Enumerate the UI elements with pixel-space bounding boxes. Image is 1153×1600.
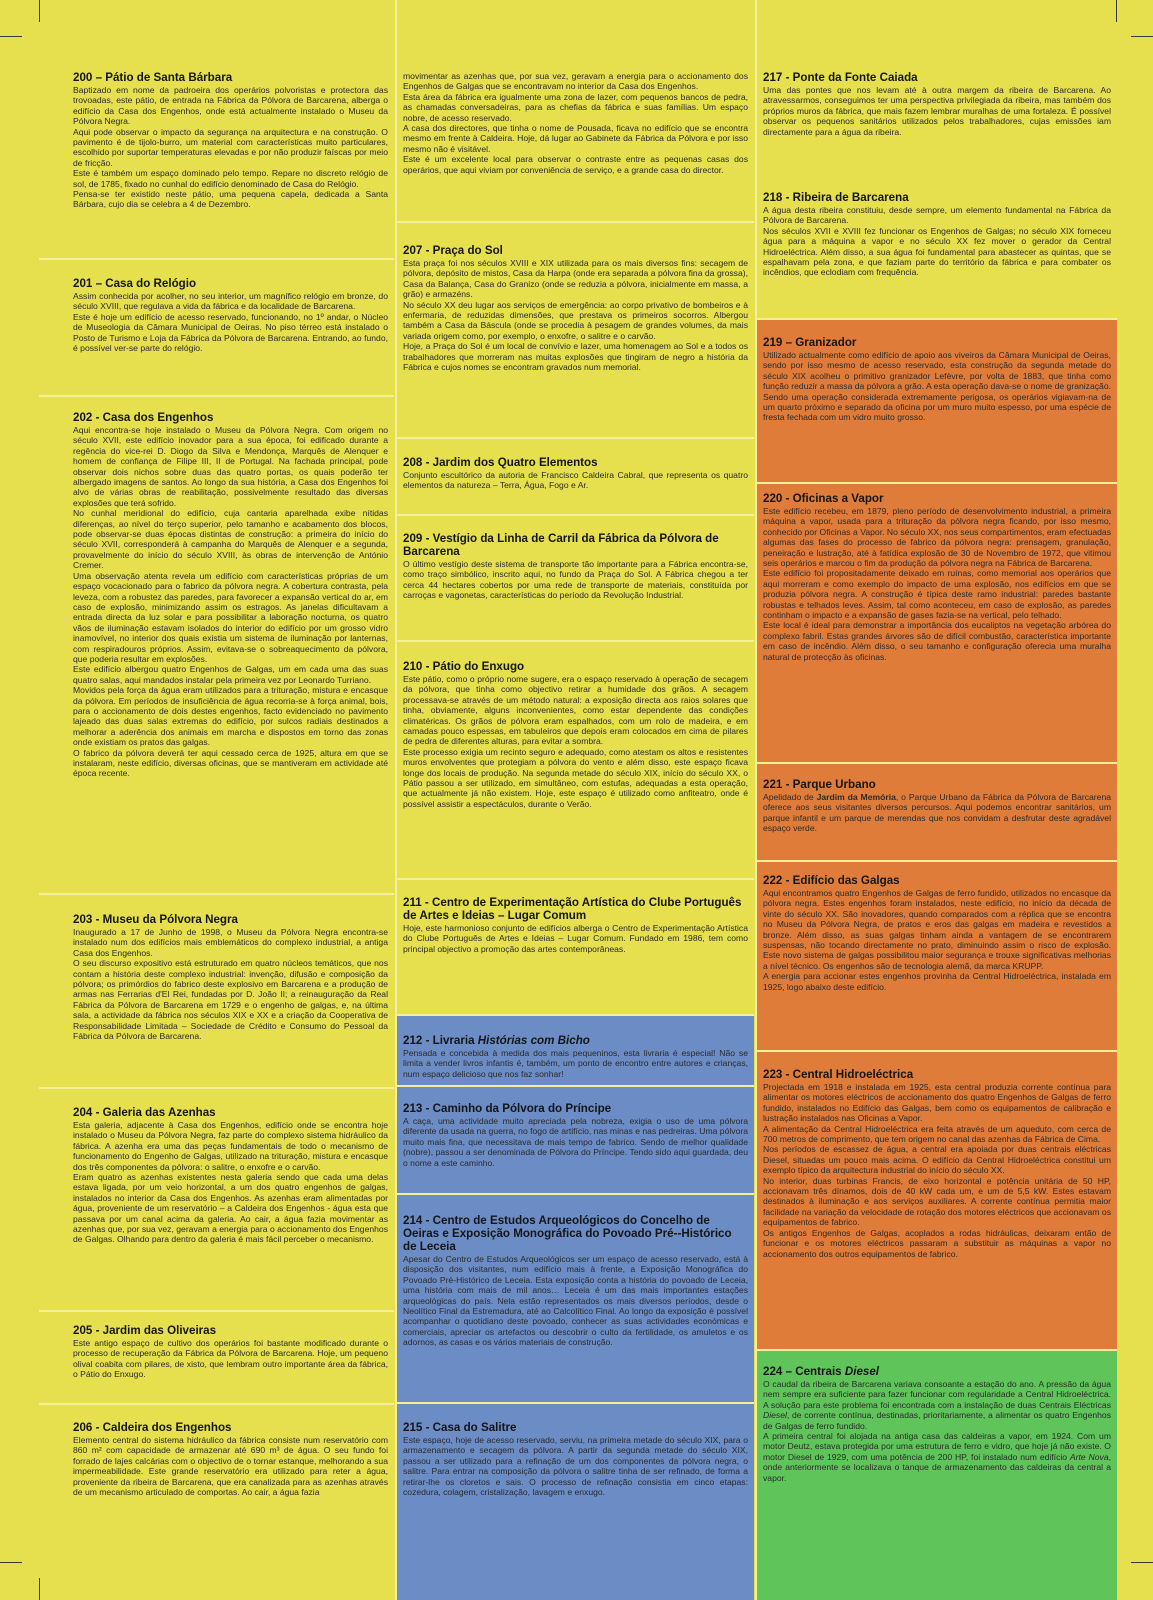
paragraph: O fabrico da pólvora deverá ter aqui cessado cerca de 1925, altura em que se instalaram, neste edifício, diversas oficinas, que se mantiveram em actividade até época recente.: [73, 747, 388, 779]
section-title: 213 - Caminho da Pólvora do Príncipe: [403, 1102, 612, 1115]
paragraph: [763, 1379, 1111, 1431]
paragraph: No interior, duas turbinas Francis, de eixo horizontal e potência unitária de 50 HP, accionavam três dínamos, dois de 40 kW cada um, e um de 5,5 kW. Estes estavam destinados à iluminação e aos serviços auxiliares. A corrente contínua permitia maior facilidade na variação da velocidade de rotação dos motores eléctricos que accionavam os equipamentos de fabrico.: [763, 1175, 1111, 1228]
paragraph: A casa dos directores, que tinha o nome de Pousada, ficava no edifício que se encontra mesmo em frente à Caldeira. Hoje, dá lugar ao Gabinete da Fábrica da Pólvora e por isso mesmo não é visitável.: [403, 123, 748, 154]
text-run: Apelidado de: [763, 792, 817, 802]
section-title: 210 - Pátio do Enxugo: [403, 660, 525, 673]
column-right: [757, 0, 1117, 1600]
paragraph: Movidos pela força da água eram utilizados para a trituração, mistura e encasque da pólvora. Em períodos de insuficiência de água recorria-se à força animal, bois, para o accionamento de dois destes engenhos, facto evidenciado no pavimento lajeado das duas salas extremas do edifício, por sulcos radiais destinados a melhorar a aderência dos animais em marcha e dispostos em torno das zonas onde existiam os pratos das galgas.: [73, 685, 388, 748]
section-divider: [397, 1014, 754, 1016]
bold-text: Jardim da Memória: [816, 792, 896, 802]
section-title: 209 - Vestígio da Linha de Carril da Fábrica da Pólvora de Barcarena: [403, 532, 719, 558]
section-title: 207 - Praça do Sol: [403, 244, 503, 257]
paragraph: Este pátio, como o próprio nome sugere, era o espaço reservado à operação de secagem da pólvora, que tinha como objectivo retirar a humidade dos grãos. A secagem processava-se através de um método natural: a exposição directa aos raios solares que tinha, obviamente, alguns inconvenientes, como estar dependente das condições climatéricas. Os grãos de pólvora eram espalhados, com um rolo de madeira, e em camadas pouco espessas, em tabuleiros que depois eram colocados em cima de pilares de pedra de diferentes alturas, para evitar a sombra.: [403, 674, 748, 747]
section-title: 222 - Edifício das Galgas: [763, 874, 900, 887]
paragraph: Este processo exigia um recinto seguro e adequado, como atestam os altos e resistentes muros envolventes que protegiam a pólvora do vento e além disso, este espaço ficava longe dos locais de produção. Na segunda metade do século XIX, início do século XX, o Pátio passou a ser utilizado, em simultâneo, com estufas, adequadas a esta operação, que actualmente já não existem. Hoje, este espaço é utilizado como anfiteatro, onde é possível assistir a espectáculos, durante o Verão.: [403, 746, 748, 809]
section-divider: [397, 1193, 754, 1195]
section-divider: [757, 1349, 1117, 1351]
section-221: [763, 778, 1111, 834]
section-title: 219 – Granizador: [763, 336, 857, 349]
paragraph: Esta praça foi nos séculos XVIII e XIX utilizada para os mais diversos fins: secagem de pólvora, depósito de mistos, Casa da Harpa (onde era separada a pólvora fina da grossa), Casa da Balança, Casa do Granizo (onde se reduzia a pólvora, inicialmente em massa, a grão) e armazéns.: [403, 258, 748, 300]
section-222: [763, 874, 1111, 992]
italic-text: Diesel: [763, 1410, 787, 1421]
section-divider: [39, 893, 394, 895]
section-title: 218 - Ribeira de Barcarena: [763, 191, 909, 204]
section-223: [763, 1068, 1111, 1259]
italic-text: Arte Nova: [1069, 1451, 1109, 1462]
paragraph: Este edifício recebeu, em 1879, pleno período de desenvolvimento industrial, a primeira máquina a vapor, usada para a trituração da pólvora negra ficando, por isso mesmo, conhecido por Oficinas a Vapor. No século XX, nos seus compartimentos, eram efectuadas algumas das fases do processo de fabrico da pólvora negra: prensagem, granulação, peneiração e lustração, até à fatídica explosão de 30 de Novembro de 1972, que vitimou seis operários e marcou o fim da produção da pólvora negra na Fábrica de Barcarena.: [763, 506, 1111, 569]
paragraph: Aqui encontra-se hoje instalado o Museu da Pólvora Negra. Com origem no século XVII, este edifício inovador para a sua época, foi edificado durante a regência do vice-rei D. Diogo da Silva e Mendonça, Marquês de Alenquer e homem de confiança de Filipe III, II de Portugal. Na fachada principal, pode observar dois nichos sobre duas das quatro portas, os quais poderão ter albergado imagens de santos. Ao longo da sua história, a Casa dos Engenhos foi alvo de várias obras de reabilitação, possivelmente resultado das diversas explosões que terá sofrido.: [73, 425, 388, 508]
section-divider: [39, 1310, 394, 1312]
title-emphasis: Diesel: [844, 1365, 880, 1378]
section-title: 204 - Galeria das Azenhas: [73, 1106, 216, 1119]
crop-mark-top-right-h: [1131, 36, 1153, 37]
paragraph: Este espaço, hoje de acesso reservado, serviu, na primeira metade do século XIX, para o armazenamento e secagem da pólvora. A partir da segunda metade do século XIX, passou a ser utilizado para a refinação de um dos componentes da pólvora negra, o salitre. Para entrar na composição da pólvora o salitre tinha de ser refinado, de forma a retirar-lhe os cloretos e sais. O processo de refinação consistia em cinco etapas: cozedura, colagem, cristalização, lavagem e enxugo.: [403, 1435, 748, 1498]
paragraph: A caça, uma actividade muito apreciada pela nobreza, exigia o uso de uma pólvora diferente da usada na guerra, no fogo de artifício, nas minas e nas pedreiras. Uma pólvora muito mais fina, que necessitava de mais tempo de fabrico. Sendo de melhor qualidade (nobre), passou a ser denominada de Pólvora do Príncipe. Tendo sido aqui guardada, deu o nome a este caminho.: [403, 1116, 748, 1168]
section-209: [403, 532, 748, 601]
section-title: 220 - Oficinas a Vapor: [763, 492, 884, 505]
section-224: [763, 1365, 1111, 1483]
section-title: 206 - Caldeira dos Engenhos: [73, 1421, 232, 1434]
section-title: 200 – Pátio de Santa Bárbara: [73, 71, 233, 84]
section-divider: [397, 437, 754, 439]
section-title: 223 - Central Hidroeléctrica: [763, 1068, 914, 1081]
section-218: [763, 191, 1111, 278]
paragraph: No século XX deu lugar aos serviços de emergência: ao corpo privativo de bombeiros e à enfermaria, de reduzidas dimensões, que prestava os primeiros socorros. Albergou também a Casa da Báscula (onde se procedia à pesagem de grandes volumes, da mais variada origem como, por exemplo, o enxofre, o salitre e o carvão.: [403, 299, 748, 341]
paragraph: Nos séculos XVII e XVIII fez funcionar os Engenhos de Galgas; no século XIX forneceu água para a máquina a vapor e no século XX fez mover o gerador da Central Hidroeléctrica. Além disso, a sua água foi fundamental para abastecer as quintas, que se espalhavam pela zona, e que faziam parte do território da fábrica e para combater os incêndios, que eclodiam com frequência.: [763, 225, 1111, 278]
section-divider: [397, 878, 754, 880]
paragraph: Pensa-se ter existido neste pátio, uma pequena capela, dedicada a Santa Bárbara, cujo dia se celebra a 4 de Dezembro.: [73, 189, 388, 210]
paragraph: O seu discurso expositivo está estruturado em quatro núcleos temáticos, que nos contam a história deste complexo industrial: invenção, difusão e composição da pólvora; os primórdios do fabrico deste explosivo em Barcarena e a produção de armas nas Ferrarias d'El Rei, fundadas por D. João II; a reinauguração da Real Fábrica da Pólvora de Barcarena em 1729 e o engenho de galgas, e, na última sala, a actividade da fábrica nos séculos XIX e XX e a criação da Cooperativa de Responsabilidade Limitada – Sociedade de Crédito e Consumo do Pessoal da Fábrica da Pólvora de Barcarena.: [73, 958, 388, 1042]
section-217: [763, 71, 1111, 137]
paragraph: Uma das pontes que nos levam até à outra margem da ribeira de Barcarena. Ao atravessarmos, conseguimos ter uma perspectiva privilegiada da ribeira, mas também dos próprios muros da fábrica, que mais fazem lembrar muralhas de uma fortaleza. É possível observar os pequenos sanitários utilizados pelos trabalhadores, cujas emissões iam directamente para a água da ribeira.: [763, 85, 1111, 137]
paragraph: Aqui encontramos quatro Engenhos de Galgas de ferro fundido, utilizados no encasque da pólvora negra. Estes engenhos foram instalados, neste edifício, no início da década de vinte do século XX. São inovadores, quando comparados com a réplica que se encontra no Museu da Pólvora Negra, de pratos e eros das galgas em madeira e revestidos a bronze. Além disso, as suas galgas tinham ainda a vantagem de se encontrarem suspensas, não tocando directamente no prato, diminuindo assim o risco de explosão. Este novo sistema de galgas possibilitou maior segurança e trouxe significativas melhorias a nível técnico. Os engenhos são de tecnologia alemã, da marca KRUPP.: [763, 888, 1111, 971]
paragraph: No cunhal meridional do edifício, cuja cantaria aparelhada exibe nítidas diferenças, ao nível do terço superior, pelo tamanho e acabamento dos blocos, pode observar-se duas épocas distintas de construção: a primeira do início do século XVII, corresponderá à campanha do Marquês de Alenquer e a segunda, provavelmente do início do século XVIII, às obras de intervenção de António Cremer.: [73, 508, 388, 571]
section-divider: [397, 1402, 754, 1404]
section-210: [403, 660, 748, 809]
section-220: [763, 492, 1111, 662]
section-211: [403, 896, 748, 954]
text-run: O caudal da ribeira de Barcarena variava consoante a estação do ano. A pressão da água nem sempre era suficiente para fazer funcionar com regularidade a Central Hidroeléctrica. A solução para este problema foi encontrada com a instalação de duas Centrais Eléctricas: [763, 1379, 1111, 1410]
section-213: [403, 1102, 748, 1168]
section-divider: [757, 1050, 1117, 1052]
paragraph: movimentar as azenhas que, por sua vez, geravam a energia para o accionamento dos Engenhos de Galgas que se encontravam no interior da Casa dos Engenhos.: [403, 71, 748, 92]
paragraph: Assim conhecida por acolher, no seu interior, um magnífico relógio em bronze, do século XVIII, que regulava a vida da fábrica e da localidade de Barcarena.: [73, 291, 388, 312]
section-201: [73, 277, 388, 353]
section-divider: [39, 1403, 394, 1405]
crop-mark-bottom-left-h: [0, 1562, 22, 1563]
paragraph: Hoje, a Praça do Sol é um local de convívio e lazer, uma homenagem ao Sol e a todos os trabalhadores que morreram nas muitas explosões que tingiram de negro a história da Fábrica e cujos nomes se encontram gravados num memorial.: [403, 341, 748, 373]
paragraph: Nos períodos de escassez de água, a central era apoiada por duas centrais eléctricas Diesel, situadas um pouco mais acima. O edifício da Central Hidroeléctrica constitui um exemplo típico da arquitectura industrial do início do século XX.: [763, 1144, 1111, 1176]
section-title: 201 – Casa do Relógio: [73, 277, 197, 290]
section-divider: [757, 860, 1117, 862]
section-title: 214 - Centro de Estudos Arqueológicos do Concelho de Oeiras e Exposição Monográfica do Povoado Pré--Histórico de Leceia: [403, 1214, 732, 1253]
section-212: [403, 1034, 748, 1079]
paragraph: Baptizado em nome da padroeira dos operários polvoristas e protectora das trovoadas, este pátio, de entrada na Fábrica da Pólvora de Barcarena, alberga o edifício da Casa dos Engenhos, onde está actualmente instalado o Museu da Pólvora Negra.: [73, 85, 388, 127]
section-title: [763, 1365, 1111, 1378]
section-divider: [397, 514, 754, 516]
section-title: 221 - Parque Urbano: [763, 778, 876, 791]
section-205: [73, 1324, 388, 1380]
section-divider: [39, 258, 394, 260]
section-204: [73, 1106, 388, 1245]
section-title: 208 - Jardim dos Quatro Elementos: [403, 456, 598, 469]
paragraph: Uma observação atenta revela um edifício com características próprias de um espaço vocacionado para o fabrico da pólvora negra. A cobertura contrasta, pela leveza, com a robustez das paredes, para favorecer a expansão vertical do ar, em caso de explosão, minimizando assim os estragos. As janelas dificultavam a entrada directa da luz solar e para possibilitar a laboração nocturna, os quatro vãos de iluminação estavam isolados do interior do edifício por um grosso vidro inamovível, no interior dos quais existia um sistema de iluminação por lanternas, com respiradouros próprios. Assim, evitava-se o sobreaquecimento da pólvora, que poderia resultar em explosões.: [73, 570, 388, 664]
paragraph: Inaugurado a 17 de Junho de 1998, o Museu da Pólvora Negra encontra-se instalado num dos edifícios mais emblemáticos do complexo industrial, a antiga Casa dos Engenhos.: [73, 927, 388, 958]
crop-mark-bottom-right-h: [1131, 1562, 1153, 1563]
paragraph: Este é hoje um edifício de acesso reservado, funcionando, no 1º andar, o Núcleo de Museologia da Câmara Municipal de Oeiras. No piso térreo está instalado o Posto de Turismo e Loja da Fábrica da Pólvora de Barcarena. Entrando, ao fundo, é possível ver-se parte do relógio.: [73, 311, 388, 354]
column-middle: [397, 0, 754, 1600]
section-divider: [397, 1085, 754, 1087]
section-title: 211 - Centro de Experimentação Artística do Clube Português de Artes e Ideias – Lugar Comum: [403, 896, 742, 922]
section-divider: [397, 640, 754, 642]
paragraph: Este é um excelente local para observar o contraste entre as pequenas casas dos operários, que aqui viviam por conveniência de serviço, e a grande casa do director.: [403, 154, 748, 175]
paragraph: Este é também um espaço dominado pelo tempo. Repare no discreto relógio de sol, de 1785, fixado no cunhal do edifício denominado de Casa do Relógio.: [73, 168, 388, 189]
paragraph: Hoje, este harmonioso conjunto de edifícios alberga o Centro de Experimentação Artística do Clube Português de Artes e Ideias – Lugar Comum. Fundado em 1986, tem como principal objectivo a promoção das artes contemporâneas.: [403, 923, 748, 954]
paragraph: Este edifício albergou quatro Engenhos de Galgas, um em cada uma das suas quatro salas, aqui mandados instalar pela primeira vez por Leonardo Turriano.: [73, 664, 388, 685]
section-206-continued: [403, 71, 748, 175]
section-divider: [757, 762, 1117, 764]
section-divider: [757, 482, 1117, 484]
column-left: [39, 0, 394, 1600]
paragraph: Este local é ideal para demonstrar a importância dos eucaliptos na vegetação arbórea do complexo fabril. Estas grandes árvores são de difícil combustão, característica importante em caso de incêndio. Além disso, o seu tamanho e configuração oferecia uma muralha natural de protecção às oficinas.: [763, 620, 1111, 662]
section-title: 217 - Ponte da Fonte Caiada: [763, 71, 918, 84]
paragraph: A água desta ribeira constituiu, desde sempre, um elemento fundamental na Fábrica da Pólvora de Barcarena.: [763, 205, 1111, 226]
section-207: [403, 244, 748, 372]
paragraph: Projectada em 1918 e instalada em 1925, esta central produzia corrente contínua para alimentar os motores eléctricos de accionamento dos quatro Engenhos de Galgas de ferro fundido, instalados no Edifício das Galgas, bem como os equipamentos de calibração e lustração instalados nas Oficinas a Vapor.: [763, 1082, 1111, 1124]
section-215: [403, 1421, 748, 1497]
paragraph: Esta área da fábrica era igualmente uma zona de lazer, com pequenos bancos de pedra, as chamadas conversadeiras, para as chefias da fábrica e suas famílias. Um espaço nobre, de acesso reservado.: [403, 91, 748, 123]
paragraph: [763, 792, 1111, 834]
text-run: , onde anteriormente se localizava o tanque de armazenamento das caldeiras da central a vapor.: [763, 1451, 1111, 1483]
section-divider: [39, 1087, 394, 1089]
paragraph: Apesar do Centro de Estudos Arqueológicos ser um espaço de acesso reservado, está à disposição dos visitantes, num edifício mais à frente, a Exposição Monográfica do Povoado Pré-Histórico de Leceia. Esta exposição conta a história do povoado de Leceia, uma história com mais de mil anos… Leceia é um das mais importantes estações arqueológicas do país. Nela estão representados os mais diversos períodos, desde o Neolítico Final da Estremadura, até ao Calcolítico Final. Ao longo da exposição é possível acompanhar o quotidiano deste povoado, conhecer as suas actividades económicas e comerciais, apreciar os artefactos ou descobrir o culto da fertilidade, os amuletos e os adornos, as casas e os vários materiais de construção.: [403, 1254, 748, 1348]
section-title: 202 - Casa dos Engenhos: [73, 411, 214, 424]
section-202: [73, 411, 388, 779]
section-title: [403, 1034, 748, 1047]
text-run: , de corrente contínua, destinadas, prioritariamente, a alimentar os quatro Engenhos de Galgas de ferro fundido.: [763, 1410, 1111, 1431]
section-203: [73, 913, 388, 1041]
paragraph: O último vestígio deste sistema de transporte tão importante para a Fábrica encontra-se, como traço simbólico, inscrito aqui, no fundo da Praça do Sol. A Fábrica chegou a ter cerca 44 hectares cobertos por uma rede de transporte de materiais, constituída por carroças e vagonetas, características do período da Revolução Industrial.: [403, 559, 748, 601]
section-divider: [757, 318, 1117, 320]
paragraph: [763, 1431, 1111, 1483]
paragraph: Esta galeria, adjacente à Casa dos Engenhos, edifício onde se encontra hoje instalado o Museu da Pólvora Negra, faz parte do complexo sistema hidráulico da fábrica. A azenha era uma das peças fundamentais de todo o mecanismo de funcionamento do Engenho de Galgas, utilizado na trituração, mistura e encasque dos três componentes da pólvora: o salitre, o enxofre e o carvão.: [73, 1120, 388, 1172]
section-divider: [397, 221, 754, 223]
paragraph: Conjunto escultórico da autoria de Francisco Caldeira Cabral, que representa os quatro elementos da natureza – Terra, Água, Fogo e Ar.: [403, 470, 748, 491]
paragraph: Eram quatro as azenhas existentes nesta galeria sendo que cada uma delas estava ligada, por um veio horizontal, a um dos quatro engenhos de galgas, instalados no interior da Casa dos Engenhos. As azenhas eram alimentadas por água, proveniente de um reservatório – a Caldeira dos Engenhos - água esta que passava por um canal acima da galeria. Ao cair, a água fazia movimentar as azenhas que, por sua vez, geravam a energia para o accionamento dos Engenhos de Galgas. Olhando para dentro da galeria é mais fácil perceber o mecanismo.: [73, 1172, 388, 1245]
crop-mark-top-left-h: [0, 36, 22, 37]
section-206: [73, 1421, 388, 1497]
paragraph: Aqui pode observar o impacto da segurança na arquitectura e na construção. O pavimento é de tijolo-burro, um material com características muito particulares, escolhido por suportar temperaturas elevadas e por não produzir faíscas por meio de fricção.: [73, 126, 388, 168]
title-text: 212 - Livraria: [403, 1034, 478, 1047]
section-208: [403, 456, 748, 491]
paragraph: Pensada e concebida à medida dos mais pequeninos, esta livraria é especial! Não se limita a vender livros infantis é, também, um ponto de encontro entre autores e crianças, num espaço delicioso que nos faz sonhar!: [403, 1048, 748, 1079]
paragraph: Este antigo espaço de cultivo dos operários foi bastante modificado durante o processo de recuperação da Fábrica da Pólvora de Barcarena. Hoje, um pequeno olival coabita com pilares, de xisto, que lembram outro importante área da fábrica, o Pátio do Enxugo.: [73, 1338, 388, 1380]
section-title: 215 - Casa do Salitre: [403, 1421, 517, 1434]
paragraph: Os antigos Engenhos de Galgas, acoplados a rodas hidráulicas, deixaram então de funcionar e os motores eléctricos passaram a substituir as máquinas a vapor no accionamento dos outros equipamentos de fabrico.: [763, 1227, 1111, 1259]
paragraph: Este edifício foi propositadamente deixado em ruínas, como memorial aos operários que aqui morreram e como exemplo do impacto de uma explosão, nos edifícios em que se produzia pólvora negra. A construção é típica deste ramo industrial: paredes bastante robustas e telhados leves. Assim, tal como aconteceu, em caso de explosão, as paredes continham o impacto e a expansão de gases fazia-se na vertical, pelo telhado.: [763, 568, 1111, 621]
section-214: [403, 1214, 748, 1348]
section-title: 205 - Jardim das Oliveiras: [73, 1324, 217, 1337]
paragraph: Utilizado actualmente como edifício de apoio aos viveiros da Câmara Municipal de Oeiras, sendo por isso mesmo de acesso reservado, esta construção da segunda metade do século XIX acolheu o primitivo granizador Lefèvre, por volta de 1883, que tinha como função reduzir a massa da pólvora a grão. A esta operação dava-se o nome de granização. Sendo uma operação considerada extremamente perigosa, os operários vigiavam-na de um quarto próximo e separado da oficina por um muro muito espesso, por uma espécie de fresta fechada com um vidro muito grosso.: [763, 350, 1111, 423]
title-text: 224 – Centrais: [763, 1365, 845, 1378]
paragraph: A energia para accionar estes engenhos provinha da Central Hidroeléctrica, instalada em 1925, logo abaixo deste edifício.: [763, 971, 1111, 992]
section-219: [763, 336, 1111, 423]
text-run: A primeira central foi alojada na antiga casa das caldeiras a vapor, em 1924. Com um motor Deutz, estava protegida por uma estrutura de ferro e vidro, que hoje já não existe. O motor Diesel de 1929, com uma potência de 200 HP, foi instalado num edifício: [763, 1431, 1111, 1462]
section-divider: [39, 395, 394, 397]
paragraph: Elemento central do sistema hidráulico da fábrica consiste num reservatório com 860 m² com capacidade de armazenar até 690 m³ de água. O seu fundo foi forrado de lajes calcárias com o objectivo de o tornar estanque, melhorando a sua impermeabilidade. Este grande reservatório era utilizado para reter a água, proveniente da ribeira de Barcarena, que era canalizada para as azenhas através de um mecanismo articulado de comportas. Ao cair, a água fazia: [73, 1435, 388, 1498]
title-emphasis: Histórias com Bicho: [477, 1034, 590, 1047]
paragraph: A alimentação da Central Hidroeléctrica era feita através de um aqueduto, com cerca de 700 metros de comprimento, que tem origem no canal das azenhas da Fábrica de Cima.: [763, 1123, 1111, 1145]
section-200: [73, 71, 388, 210]
text-run: , o Parque Urbano da Fábrica da Pólvora de Barcarena oferece aos seus visitantes diversos percursos. Aqui podemos encontrar sanitários, um parque infantil e um parque de merendas que nos convidam a desfrutar deste agradável espaço verde.: [763, 792, 1112, 834]
section-title: 203 - Museu da Pólvora Negra: [73, 913, 238, 926]
